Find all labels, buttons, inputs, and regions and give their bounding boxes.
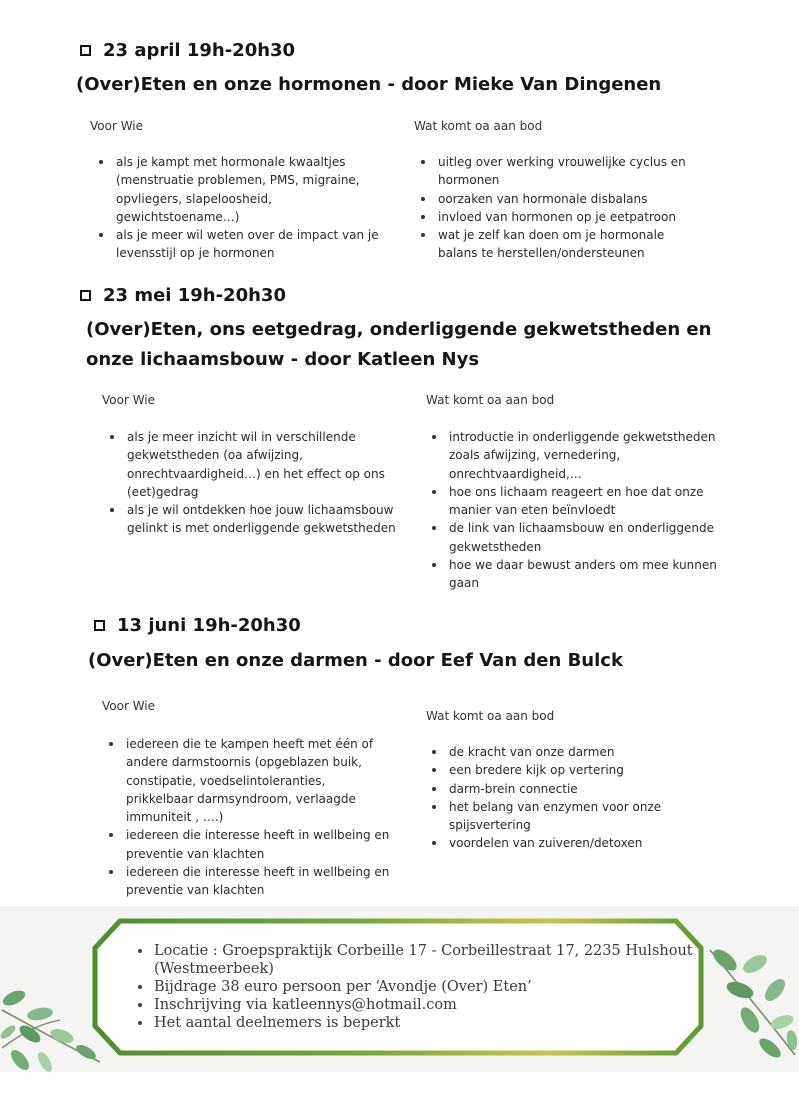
session-2-voor-wie-heading: Voor Wie [102,393,156,407]
session-2-voor-wie-list [107,428,397,538]
footer-location: Locatie : Groepspraktijk Corbeille 17 - Corbeillestraat 17, 2235 Hulshout (Westmeerbeek) [136,942,716,978]
session-1-bod-heading: Wat komt oa aan bod [414,119,543,133]
list-item: het belang van enzymen voor onze spijsvertering [429,798,669,835]
leaf-branch-left-icon [0,980,110,1080]
leaf-branch-right-icon [700,940,799,1065]
session-1-voor-wie-heading: Voor Wie [90,119,144,133]
session-1-voor-wie-list [96,153,392,263]
list-item: voordelen van zuiveren/detoxen [429,834,669,852]
footer-registration [136,996,716,1014]
footer-capacity-note: Het aantal deelnemers is beperkt [136,1014,716,1032]
list-item: als je meer inzicht wil in verschillende gekwetstheden (oa afwijzing, onrechtvaardigheid…) en het effect op ons (eet)gedrag [107,428,397,501]
session-3-bod-list [429,743,669,853]
list-item: iedereen die interesse heeft in wellbeing en preventie van klachten [106,826,396,863]
checkbox-square-icon [80,290,91,301]
session-3-bod-heading: Wat komt oa aan bod [426,709,555,723]
list-item: als je wil ontdekken hoe jouw lichaamsbouw gelinkt is met onderliggende gekwetstheden [107,501,397,538]
bottom-band [0,1072,799,1112]
list-item: iedereen die interesse heeft in wellbeing en preventie van klachten [106,863,396,900]
list-item: wat je zelf kan doen om je hormonale balans te herstellen/ondersteunen [418,226,692,263]
list-item: hoe we daar bewust anders om mee kunnen gaan [429,556,719,593]
session-2-date [80,285,286,306]
session-1-bod-list [418,153,692,263]
list-item: introductie in onderliggende gekwetstheden zoals afwijzing, vernedering, onrechtvaardigheid,… [429,428,719,483]
checkbox-square-icon [80,45,91,56]
session-3-date [94,615,301,636]
footer-registration-text: Inschrijving via katleennys@hotmail.com [154,997,457,1013]
session-1-date-text: 23 april 19h-20h30 [103,40,296,61]
session-2-bod-list [429,428,719,593]
session-3-voor-wie-list [106,735,396,900]
list-item: oorzaken van hormonale disbalans [418,190,692,208]
session-2-title: (Over)Eten, ons eetgedrag, onderliggende gekwetstheden en onze lichaamsbouw - door Katleen Nys [86,319,712,370]
list-item: invloed van hormonen op je eetpatroon [418,208,692,226]
session-3-voor-wie-heading: Voor Wie [102,699,156,713]
checkbox-square-icon [94,620,105,631]
list-item: de link van lichaamsbouw en onderliggende gekwetstheden [429,519,719,556]
list-item: als je kampt met hormonale kwaaltjes (menstruatie problemen, PMS, migraine, opvliegers, slapeloosheid, gewichtstoename…) [96,153,392,226]
session-3-date-text: 13 juni 19h-20h30 [117,615,301,636]
footer-price: Bijdrage 38 euro persoon per ‘Avondje (Over) Eten’ [136,978,716,996]
session-3-title: (Over)Eten en onze darmen - door Eef Van den Bulck [88,650,623,671]
session-1-title: (Over)Eten en onze hormonen - door Mieke Van Dingenen [76,74,662,95]
list-item: hoe ons lichaam reageert en hoe dat onze manier van eten beïnvloedt [429,483,719,520]
list-item: uitleg over werking vrouwelijke cyclus en hormonen [418,153,692,190]
list-item: de kracht van onze darmen [429,743,669,761]
list-item: een bredere kijk op vertering [429,761,669,779]
session-2-date-text: 23 mei 19h-20h30 [103,285,286,306]
session-2-bod-heading: Wat komt oa aan bod [426,393,555,407]
list-item: darm-brein connectie [429,780,669,798]
list-item: iedereen die te kampen heeft met één of andere darmstoornis (opgeblazen buik, constipatie, voedselintoleranties, prikkelbaar darmsyndroom, verlaagde immuniteit , ….) [106,735,396,826]
list-item: als je meer wil weten over de impact van je levensstijl op je hormonen [96,226,392,263]
session-1-date [80,40,295,61]
footer-info-list [136,942,716,1032]
